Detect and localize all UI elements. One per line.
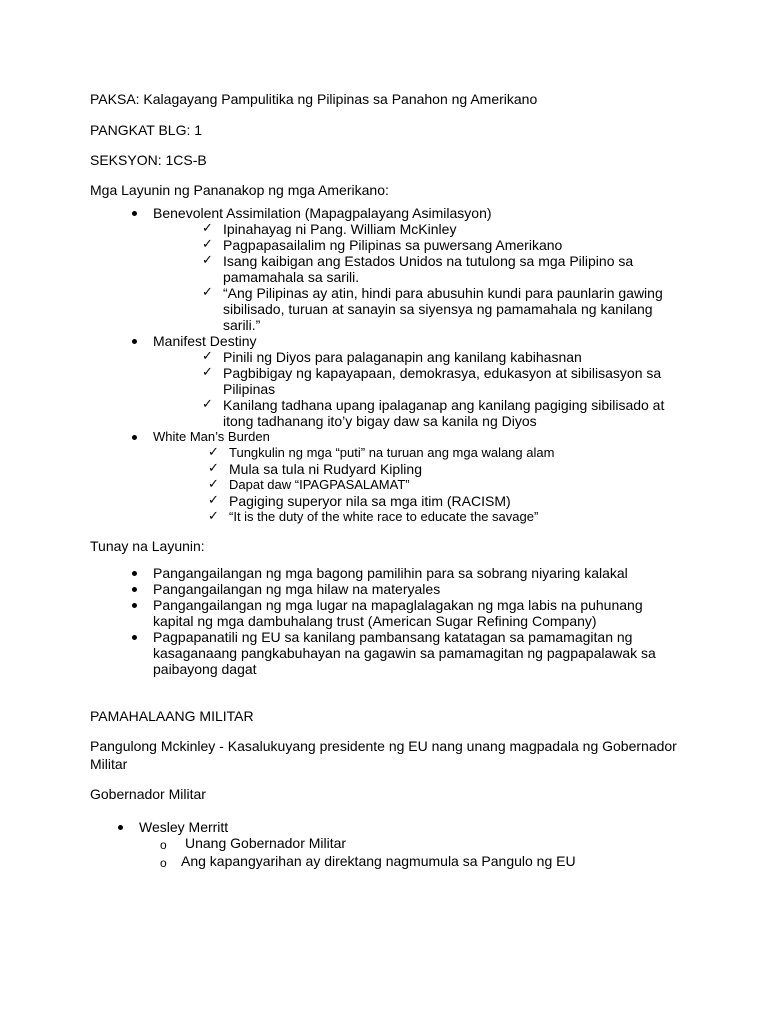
tunay-item: Pagpapanatili ng EU sa kanilang pambansang katatagan sa pamamagitan ng: [153, 629, 633, 645]
benevolent-quote-cont: sarili.”: [223, 317, 261, 333]
check-icon: ✓: [202, 285, 213, 300]
whiteman-item: Dapat daw “IPAGPASALAMAT”: [229, 477, 410, 492]
circle-bullet-icon: o: [160, 856, 167, 870]
manifest-item: Kanilang tadhana upang ipalaganap ang kanilang pagiging sibilisado at: [223, 397, 665, 413]
benevolent-title: Benevolent Assimilation (Mapagpalayang Asimilasyon): [153, 205, 492, 221]
check-icon: ✓: [202, 237, 213, 252]
bullet-icon: [132, 339, 137, 344]
gobernador-heading: Gobernador Militar: [90, 786, 206, 802]
tunay-item-cont: kapital ng mga dambuhalang trust (American Sugar Refining Company): [153, 613, 597, 629]
bullet-icon: [118, 825, 123, 830]
manifest-item-cont: itong tadhanang ito’y bigay daw sa kanila ng Diyos: [223, 413, 537, 429]
benevolent-quote-cont: sibilisado, turuan at sanayin sa siyensya ng pamamahala ng kanilang: [223, 301, 653, 317]
pangulo-line-cont: Militar: [90, 756, 128, 772]
manifest-item: Pagbibigay ng kapayapaan, demokrasya, edukasyon at sibilisasyon sa: [223, 365, 662, 381]
benevolent-item: Pagpapasailalim ng Pilipinas sa puwersang Amerikano: [223, 237, 563, 253]
militar-heading: PAMAHALAANG MILITAR: [90, 708, 254, 724]
pangulo-line: Pangulong Mckinley - Kasalukuyang presidente ng EU nang unang magpadala ng Gobernador: [90, 738, 677, 754]
bullet-icon: [132, 587, 137, 592]
merritt-item: Unang Gobernador Militar: [185, 835, 347, 851]
bullet-icon: [132, 635, 137, 640]
check-icon: ✓: [208, 493, 219, 508]
tunay-item: Pangangailangan ng mga bagong pamilihin para sa sobrang niyaring kalakal: [153, 565, 628, 581]
seksyon-line: SEKSYON: 1CS-B: [90, 152, 207, 168]
manifest-item-cont: Pilipinas: [223, 381, 276, 397]
tunay-item-cont: paibayong dagat: [153, 661, 257, 677]
benevolent-item: Ipinahayag ni Pang. William McKinley: [223, 221, 457, 237]
check-icon: ✓: [208, 509, 219, 524]
check-icon: ✓: [202, 221, 213, 236]
check-icon: ✓: [208, 477, 219, 492]
tunay-item-cont: kasaganaang pangkabuhayan na gagawin sa pamamagitan ng pagpapalawak sa: [153, 645, 656, 661]
benevolent-item-cont: pamamahala sa sarili.: [223, 269, 360, 285]
check-icon: ✓: [202, 365, 213, 380]
whiteman-title: White Man’s Burden: [153, 429, 270, 444]
tunay-item: Pangangailangan ng mga lugar na mapaglalagakan ng mga labis na puhunang: [153, 597, 643, 613]
benevolent-item: Isang kaibigan ang Estados Unidos na tutulong sa mga Pilipino sa: [223, 253, 634, 269]
pangkat-line: PANGKAT BLG: 1: [90, 122, 203, 138]
manifest-title: Manifest Destiny: [153, 333, 257, 349]
bullet-icon: [132, 435, 137, 440]
bullet-icon: [132, 211, 137, 216]
check-icon: ✓: [202, 253, 213, 268]
check-icon: ✓: [202, 397, 213, 412]
whiteman-item: “It is the duty of the white race to educate the savage”: [229, 509, 539, 524]
merritt-item: Ang kapangyarihan ay direktang nagmumula sa Pangulo ng EU: [181, 853, 576, 869]
layunin-heading: Mga Layunin ng Pananakop ng mga Amerikano:: [90, 182, 389, 198]
bullet-icon: [132, 603, 137, 608]
merritt-name: Wesley Merritt: [139, 819, 229, 835]
whiteman-item: Tungkulin ng mga “puti” na turuan ang mga walang alam: [229, 445, 555, 460]
tunay-item: Pangangailangan ng mga hilaw na materyales: [153, 581, 441, 597]
paksa-line: PAKSA: Kalagayang Pampulitika ng Pilipinas sa Panahon ng Amerikano: [90, 91, 538, 107]
whiteman-item: Pagiging superyor nila sa mga itim (RACISM): [229, 493, 511, 509]
benevolent-quote: “Ang Pilipinas ay atin, hindi para abusuhin kundi para paunlarin gawing: [223, 285, 663, 301]
manifest-item: Pinili ng Diyos para palaganapin ang kanilang kabihasnan: [223, 349, 582, 365]
whiteman-item: Mula sa tula ni Rudyard Kipling: [229, 461, 422, 477]
circle-bullet-icon: o: [160, 838, 167, 852]
tunay-heading: Tunay na Layunin:: [90, 538, 205, 554]
bullet-icon: [132, 571, 137, 576]
check-icon: ✓: [208, 461, 219, 476]
check-icon: ✓: [208, 445, 219, 460]
check-icon: ✓: [202, 349, 213, 364]
